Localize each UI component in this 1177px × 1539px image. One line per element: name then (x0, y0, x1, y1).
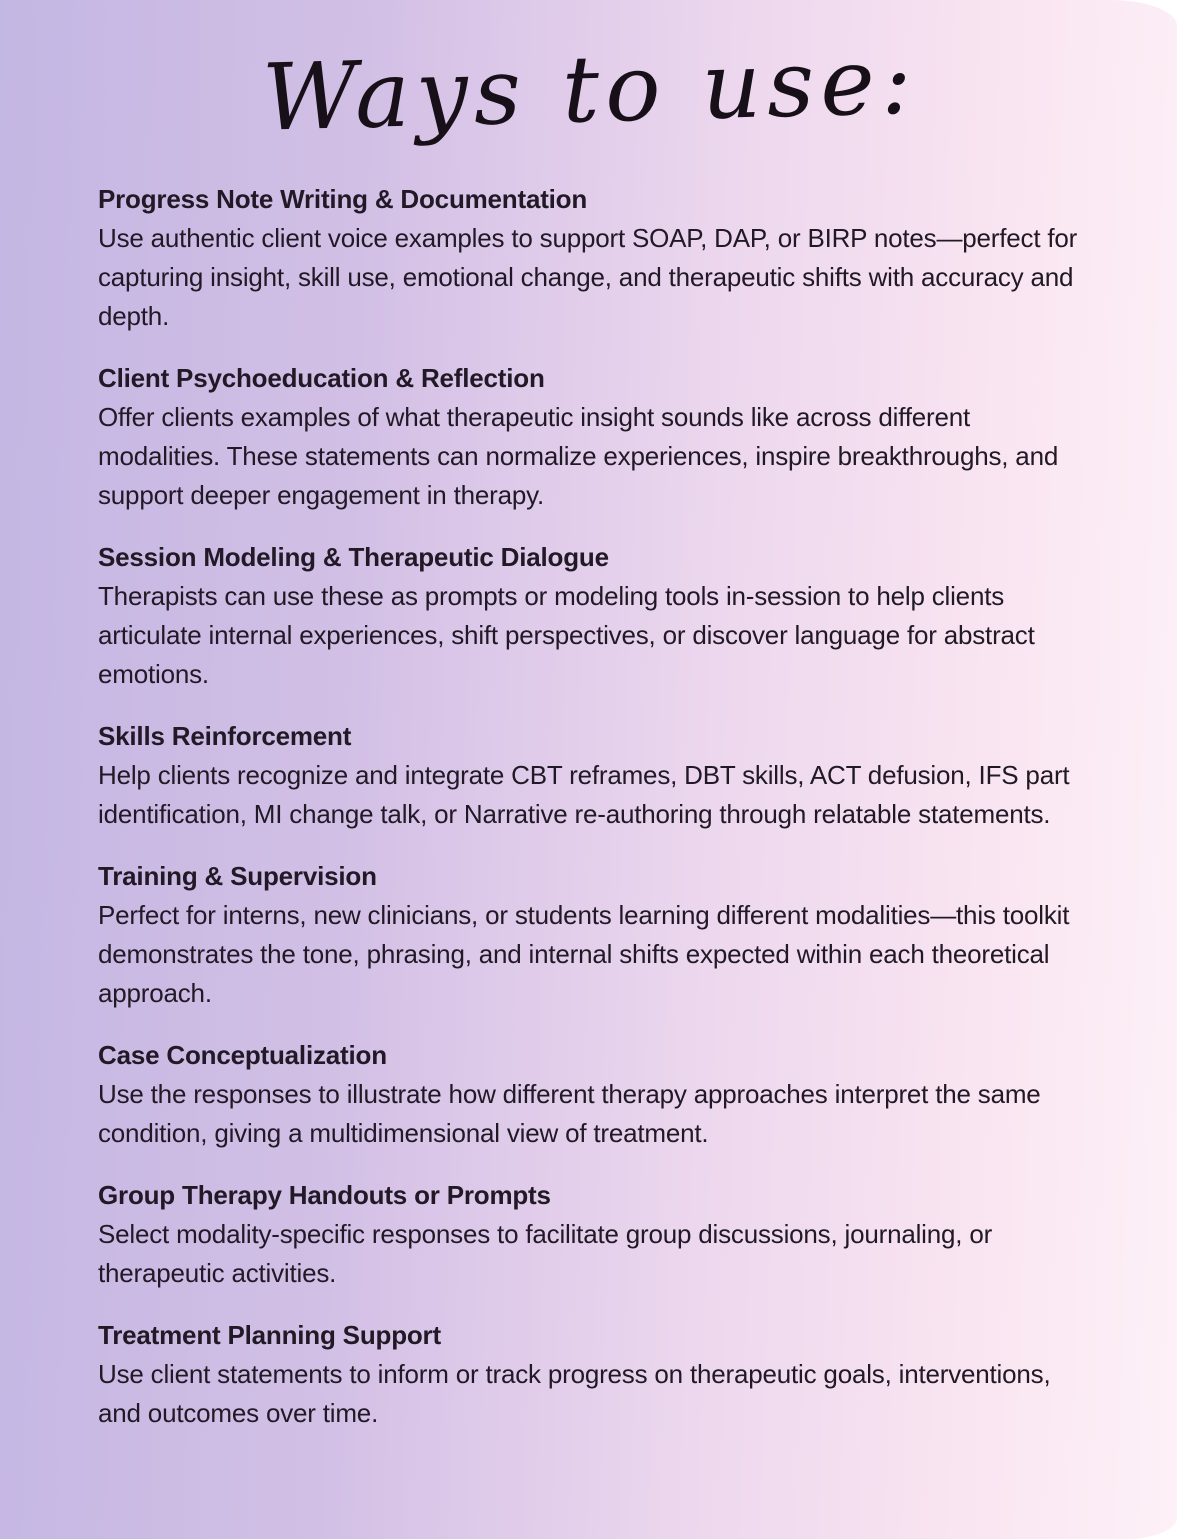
section-body: Perfect for interns, new clinicians, or students learning different modalities—this toolkit demonstrates the tone, phrasing, and internal shifts expected within each theoretical approach. (98, 900, 1070, 1008)
section-skills-reinforcement (98, 717, 1082, 834)
section-body: Use the responses to illustrate how different therapy approaches interpret the same condition, giving a multidimensional view of treatment. (98, 1079, 1041, 1148)
section-body: Offer clients examples of what therapeutic insight sounds like across different modalities. These statements can normalize experiences, inspire breakthroughs, and support deeper engagement in therapy. (98, 402, 1059, 510)
section-heading: Group Therapy Handouts or Prompts (98, 1180, 551, 1210)
section-heading: Session Modeling & Therapeutic Dialogue (98, 542, 609, 572)
section-body: Use client statements to inform or track progress on therapeutic goals, interventions, and outcomes over time. (98, 1359, 1051, 1428)
section-training-supervision (98, 857, 1082, 1013)
section-session-modeling (98, 538, 1082, 694)
section-case-conceptualization (98, 1036, 1082, 1153)
section-heading: Treatment Planning Support (98, 1320, 441, 1350)
section-treatment-planning (98, 1316, 1082, 1433)
section-body: Help clients recognize and integrate CBT reframes, DBT skills, ACT defusion, IFS part identification, MI change talk, or Narrative re-authoring through relatable statements. (98, 760, 1070, 829)
section-group-therapy-handouts (98, 1176, 1082, 1293)
section-heading: Case Conceptualization (98, 1040, 387, 1070)
section-body: Select modality-specific responses to facilitate group discussions, journaling, or therapeutic activities. (98, 1219, 993, 1288)
section-body: Use authentic client voice examples to support SOAP, DAP, or BIRP notes—perfect for capturing insight, skill use, emotional change, and therapeutic shifts with accuracy and depth. (98, 223, 1078, 331)
section-heading: Training & Supervision (98, 861, 377, 891)
section-heading: Client Psychoeducation & Reflection (98, 363, 545, 393)
section-client-psychoeducation (98, 359, 1082, 515)
sections-list (98, 180, 1082, 1433)
section-progress-note-writing (98, 180, 1082, 336)
page-title: Ways to use: (261, 27, 919, 152)
section-heading: Progress Note Writing & Documentation (98, 184, 588, 214)
section-body: Therapists can use these as prompts or modeling tools in-session to help clients articulate internal experiences, shift perspectives, or discover language for abstract emotions. (98, 581, 1035, 689)
section-heading: Skills Reinforcement (98, 721, 352, 751)
